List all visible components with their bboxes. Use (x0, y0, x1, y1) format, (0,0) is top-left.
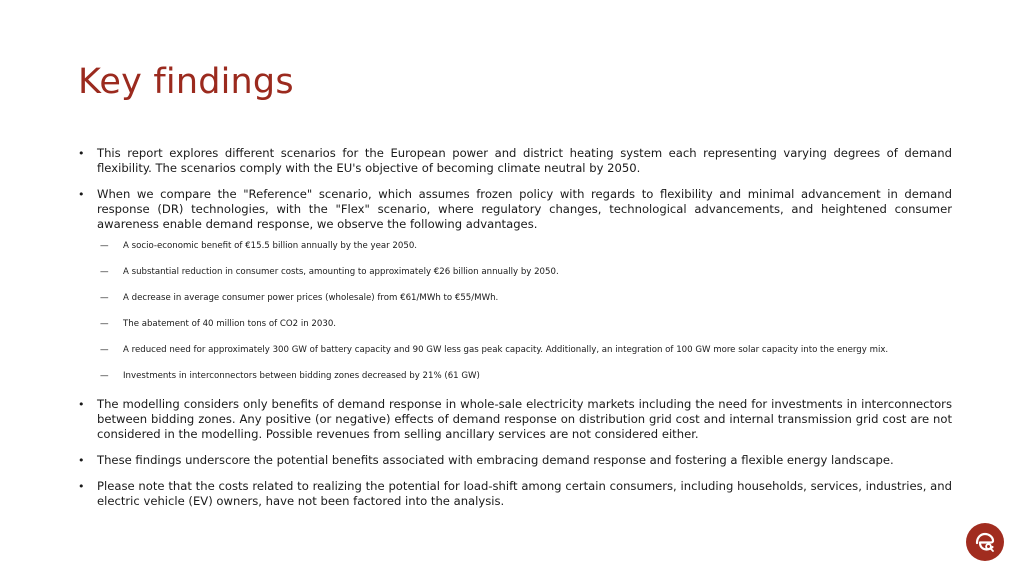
list-item-text: When we compare the "Reference" scenario, which assumes frozen policy with regards to flexibility and minimal advancement in demand response (DR) technologies, with the "Flex" scenario, where regulatory changes, technological advancements, and heightened consumer awareness enable demand response, we observe the following advantages. (97, 187, 952, 231)
list-item (78, 479, 952, 509)
sub-list-item (78, 293, 952, 304)
sub-list-item-text: A socio-economic benefit of €15.5 billion annually by the year 2050. (123, 241, 418, 251)
dash-marker: — (100, 319, 109, 329)
logo-glyph-icon (972, 529, 998, 555)
sub-list-item (78, 267, 952, 278)
company-logo-icon (966, 523, 1004, 561)
list-item (78, 397, 952, 442)
sub-list-item (78, 241, 952, 252)
list-item-text: These findings underscore the potential benefits associated with embracing demand response and fostering a flexible energy landscape. (97, 453, 894, 467)
list-item (78, 146, 952, 176)
sub-list-item (78, 371, 952, 382)
sub-list-item-text: A substantial reduction in consumer costs, amounting to approximately €26 billion annually by 2050. (123, 267, 559, 277)
bullet-marker: • (78, 454, 85, 467)
sub-list-item (78, 319, 952, 330)
sub-list-item-text: A reduced need for approximately 300 GW of battery capacity and 90 GW less gas peak capacity. Additionally, an integration of 100 GW more solar capacity into the energy mix. (123, 345, 889, 355)
findings-list (78, 146, 952, 520)
dash-marker: — (100, 241, 109, 251)
bullet-marker: • (78, 147, 85, 160)
page-title: Key findings (78, 62, 294, 102)
sub-list-item (78, 345, 952, 356)
sub-list-item-text: Investments in interconnectors between bidding zones decreased by 21% (61 GW) (123, 371, 480, 381)
dash-marker: — (100, 371, 109, 381)
list-item-text: This report explores different scenarios for the European power and district heating system each representing varying degrees of demand flexibility. The scenarios comply with the EU's objective of becoming climate neutral by 2050. (97, 146, 952, 175)
list-item-text: Please note that the costs related to realizing the potential for load-shift among certain consumers, including households, services, industries, and electric vehicle (EV) owners, have not been factored into the analysis. (97, 479, 952, 508)
list-item (78, 453, 952, 468)
advantages-list (78, 241, 952, 382)
sub-list-item-text: The abatement of 40 million tons of CO2 in 2030. (123, 319, 337, 329)
dash-marker: — (100, 267, 109, 277)
dash-marker: — (100, 293, 109, 303)
dash-marker: — (100, 345, 109, 355)
sub-list-item-text: A decrease in average consumer power prices (wholesale) from €61/MWh to €55/MWh. (123, 293, 499, 303)
list-item (78, 187, 952, 232)
list-item-text: The modelling considers only benefits of demand response in whole-sale electricity markets including the need for investments in interconnectors between bidding zones. Any positive (or negative) effects of demand response on distribution grid cost and internal transmission grid cost are not considered in the modelling. Possible revenues from selling ancillary services are not considered either. (97, 397, 952, 441)
bullet-marker: • (78, 188, 85, 201)
bullet-marker: • (78, 398, 85, 411)
bullet-marker: • (78, 480, 85, 493)
